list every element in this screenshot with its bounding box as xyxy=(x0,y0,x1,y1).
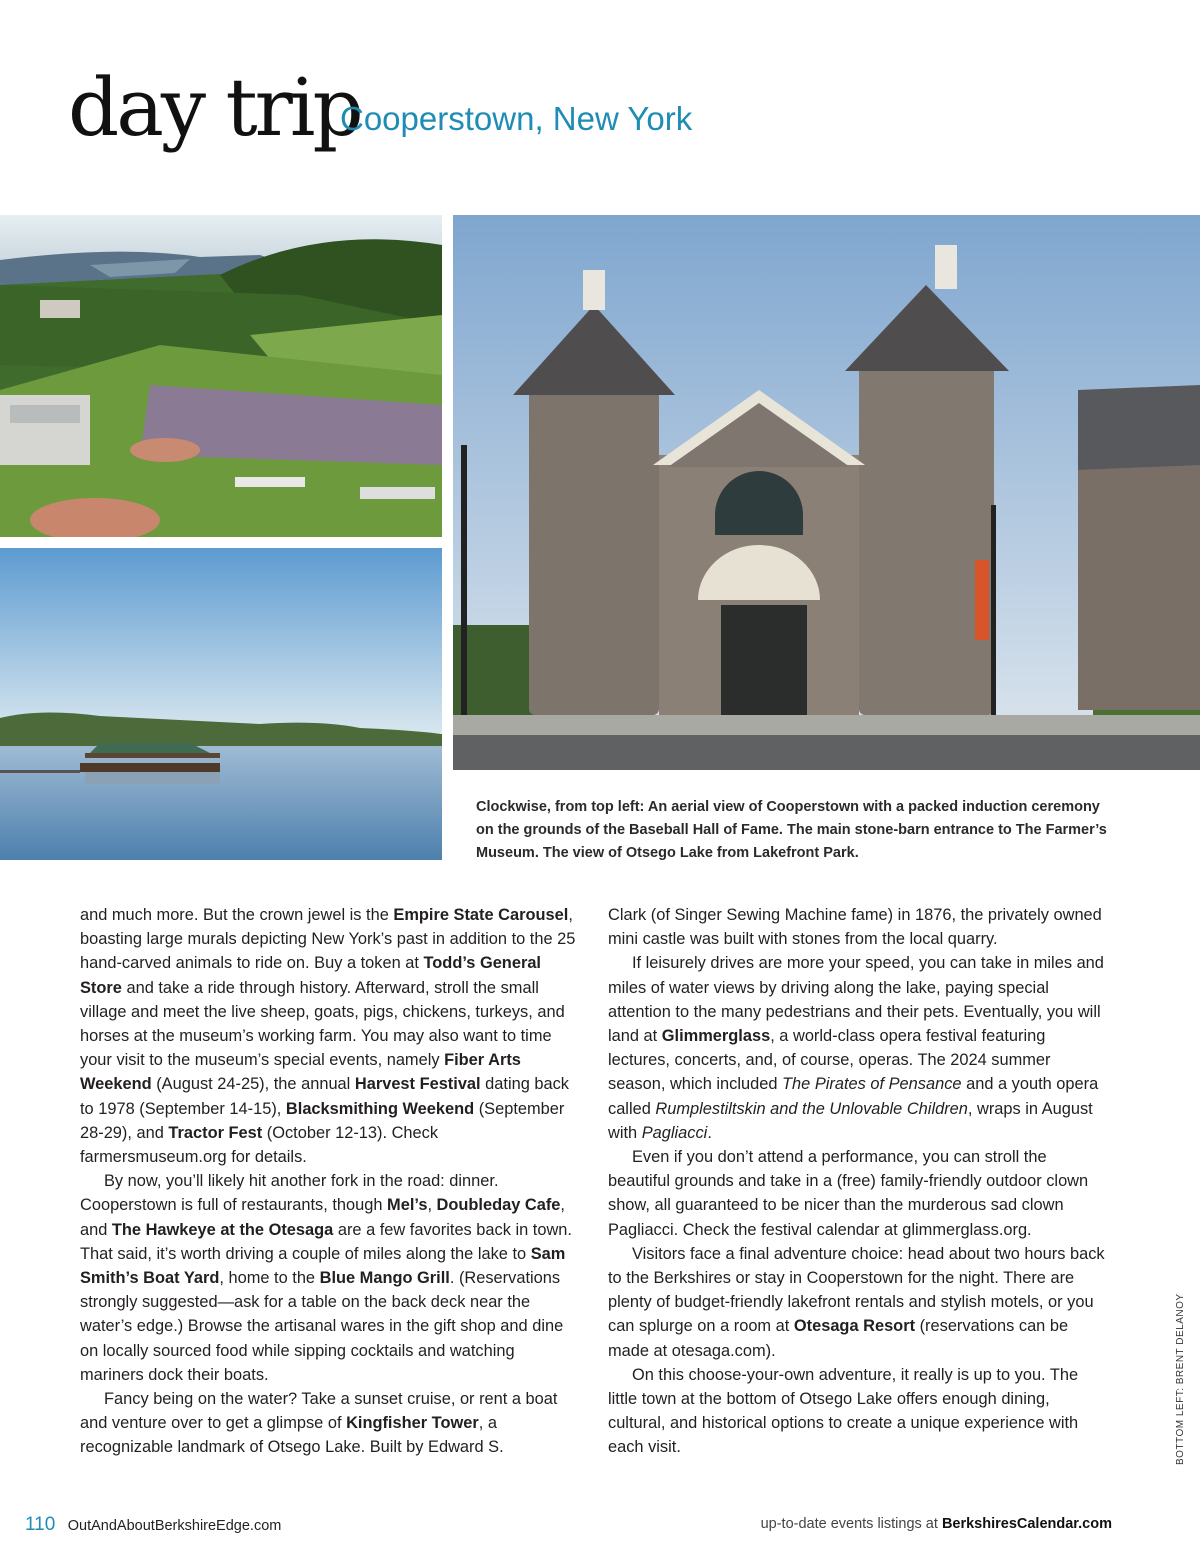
site-link[interactable]: OutAndAboutBerkshireEdge.com xyxy=(67,1518,282,1534)
aerial-view-photo xyxy=(0,215,442,537)
stone-barn-photo xyxy=(453,215,1200,770)
location-title: Cooperstown, New York xyxy=(340,100,693,137)
paragraph: and much more. But the crown jewel is the Empire State Carousel, boasting large murals depicting New York’s past in addition to the 25 hand-carved animals to ride on. Buy a token at Todd’s General Store and take a ride through history. Afterward, stroll the small village and meet the live sheep, goats, pigs, chickens, turkeys, and horses at the museum’s working farm. You may also want to time your visit to the museum’s special events, namely Fiber Arts Weekend (August 24-25), the annual Harvest Festival dating back to 1978 (September 14-15), Blacksmithing Weekend (September 28-29), and Tractor Fest (October 12-13). Check farmersmuseum.org for details. xyxy=(80,906,576,1167)
paragraph: Fancy being on the water? Take a sunset cruise, or rent a boat and venture over to get a glimpse of Kingfisher Tower, a recognizable landmark of Otsego Lake. Built by Edward S. xyxy=(80,1390,558,1457)
page-number: 110 xyxy=(25,1514,56,1535)
photo-caption: Clockwise, from top left: An aerial view of Cooperstown with a packed induction ceremony on the grounds of the Baseball Hall of Fame. The main stone-barn entrance to The Farmer’s Museum. The view of Otsego Lake from Lakefront Park. xyxy=(476,799,1107,861)
article-column-2 xyxy=(608,903,1106,1460)
footer-right xyxy=(761,1516,1112,1532)
photo-credit: BOTTOM LEFT: BRENT DELANOY xyxy=(1175,1293,1186,1465)
paragraph: If leisurely drives are more your speed, you can take in miles and miles of water views by driving along the lake, paying special attention to the many pedestrians and their pets. Eventually, you will land at Glimmerglass, a world-class opera festival featuring lectures, concerts, and, of course, operas. The 2024 summer season, which included The Pirates of Pensance and a youth opera called Rumplestiltskin and the Unlovable Children, wraps in August with Pagliacci. xyxy=(608,954,1104,1142)
paragraph: On this choose-your-own adventure, it really is up to you. The little town at the bottom of Otsego Lake offers enough dining, cultural, and historical options to create a unique experience with each visit. xyxy=(608,1365,1079,1457)
paragraph: By now, you’ll likely hit another fork in the road: dinner. Cooperstown is full of restaurants, though Mel’s, Doubleday Cafe, and The Hawkeye at the Otesaga are a few favorites back in town. That said, it’s worth driving a couple of miles along the lake to Sam Smith’s Boat Yard, home to the Blue Mango Grill. (Reservations strongly suggested—ask for a table on the back deck near the water’s edge.) Browse the artisanal wares in the gift shop and dine on locally sourced food while sipping cocktails and watching mariners dock their boats. xyxy=(80,1172,572,1384)
events-prefix: up-to-date events listings at xyxy=(760,1516,942,1532)
paragraph: Visitors face a final adventure choice: head about two hours back to the Berkshires or stay in Cooperstown for the night. There are plenty of budget-friendly lakefront rentals and stylish motels, or you can splurge on a room at Otesaga Resort (reservations can be made at otesaga.com). xyxy=(608,1244,1105,1360)
paragraph: Clark (of Singer Sewing Machine fame) in 1876, the privately owned mini castle was built with stones from the local quarry. xyxy=(608,906,1102,949)
lake-view-photo xyxy=(0,548,442,860)
section-brand: day trip xyxy=(68,61,361,154)
footer-left xyxy=(25,1514,281,1536)
events-site-link[interactable]: BerkshiresCalendar.com xyxy=(941,1516,1112,1532)
paragraph: Even if you don’t attend a performance, you can stroll the beautiful grounds and take in a (free) family-friendly outdoor clown show, all guaranteed to be nicer than the murderous sad clown Pagliacci. Check the festival calendar at glimmerglass.org. xyxy=(608,1148,1089,1239)
article-column-1 xyxy=(80,903,578,1460)
